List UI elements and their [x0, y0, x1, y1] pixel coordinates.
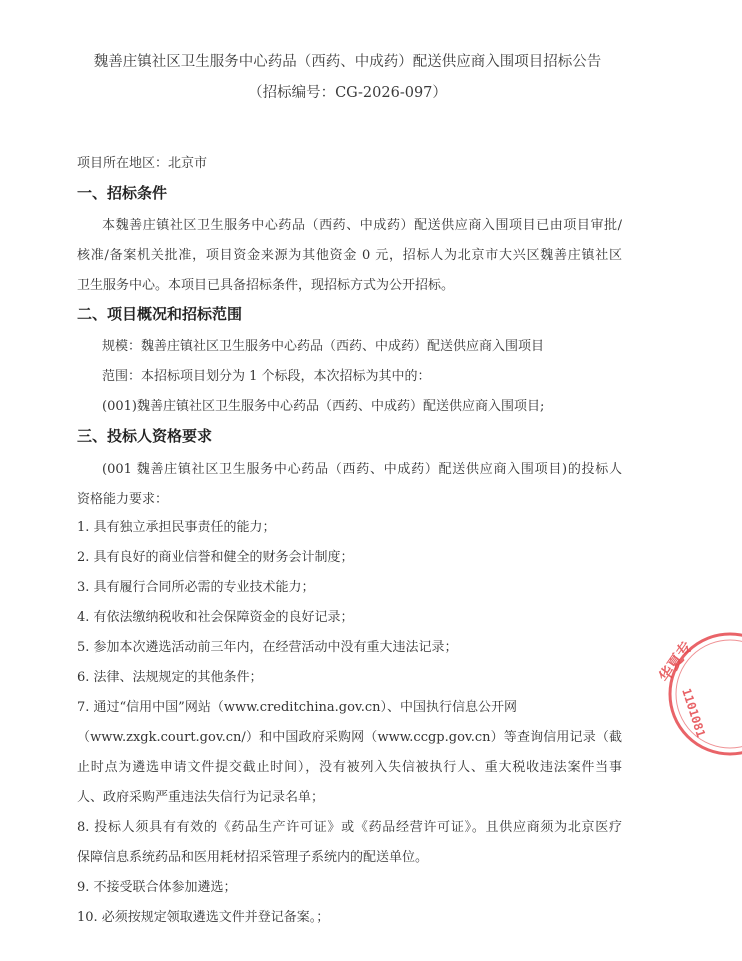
requirement-item-8: 8. 投标人须具有有效的《药品生产许可证》或《药品经营许可证》。且供应商须为北京医疗: [77, 820, 622, 835]
section3-heading: 三、投标人资格要求: [77, 427, 213, 445]
tender-number: （招标编号：CG-2026-097）: [248, 85, 447, 101]
requirement-item-10: 10. 必须按规定领取遴选文件并登记备案。；: [77, 910, 330, 925]
section2-heading: 二、项目概况和招标范围: [77, 305, 243, 323]
project-scope: 范围：本招标项目划分为 1 个标段，本次招标为其中的：: [102, 369, 431, 384]
project-scale: 规模：魏善庄镇社区卫生服务中心药品（西药、中成药）配送供应商入围项目: [102, 339, 545, 354]
requirement-item: 4. 有依法缴纳税收和社会保障资金的良好记录；: [77, 610, 354, 625]
seal-text: 华夏专: [655, 638, 696, 686]
requirement-item: 6. 法律、法规规定的其他条件；: [77, 670, 263, 685]
requirement-item-9: 9. 不接受联合体参加遴选；: [77, 880, 237, 895]
requirement-item-7: （www.zxgk.court.gov.cn/）和中国政府采购网（www.ccgp.gov.cn）等查询信用记录（截: [77, 730, 622, 745]
section3-intro: 资格能力要求：: [77, 492, 169, 507]
requirement-item: 5. 参加本次遴选活动前三年内，在经营活动中没有重大违法记录；: [77, 640, 458, 655]
section1-line: 本魏善庄镇社区卫生服务中心药品（西药、中成药）配送供应商入围项目已由项目审批/: [102, 218, 622, 233]
section3-intro: (001 魏善庄镇社区卫生服务中心药品（西药、中成药）配送供应商入围项目)的投标人: [102, 462, 622, 477]
requirement-item: 1. 具有独立承担民事责任的能力；: [77, 520, 276, 535]
requirement-item-7: 人、政府采购严重违法失信行为记录名单；: [77, 790, 325, 805]
company-seal-stamp: [652, 632, 742, 762]
requirement-item-8: 保障信息系统药品和医用耗材招采管理子系统内的配送单位。: [77, 850, 429, 865]
requirement-item: 3. 具有履行合同所必需的专业技术能力；: [77, 580, 315, 595]
section1-line: 核准/备案机关批准，项目资金来源为其他资金 0 元，招标人为北京市大兴区魏善庄镇社区: [77, 248, 622, 263]
requirement-item: 2. 具有良好的商业信誉和健全的财务会计制度；: [77, 550, 354, 565]
seal-number: 1101081: [679, 686, 709, 740]
project-lot: (001)魏善庄镇社区卫生服务中心药品（西药、中成药）配送供应商入围项目;: [102, 399, 545, 414]
project-location: 项目所在地区：北京市: [77, 156, 208, 171]
requirement-item-7: 7. 通过“信用中国”网站（www.creditchina.gov.cn）、中国执行信息公开网: [77, 700, 517, 715]
section1-line: 卫生服务中心。本项目已具备招标条件，现招标方式为公开招标。: [77, 278, 455, 293]
document-title: 魏善庄镇社区卫生服务中心药品（西药、中成药）配送供应商入围项目招标公告: [93, 54, 602, 70]
section1-heading: 一、招标条件: [77, 184, 168, 202]
requirement-item-7: 止时点为遴选申请文件提交截止时间），没有被列入失信被执行人、重大税收违法案件当事: [77, 760, 622, 775]
